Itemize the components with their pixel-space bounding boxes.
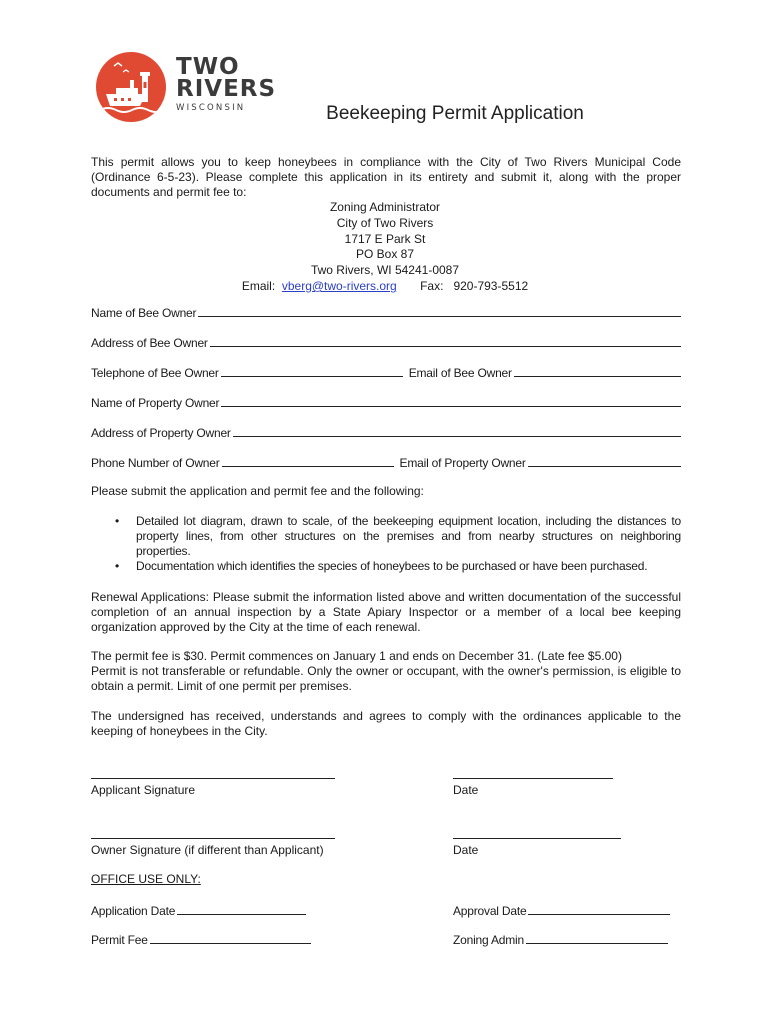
property-owner-phone-label: Phone Number of Owner: [91, 456, 220, 470]
application-date-input[interactable]: [177, 913, 306, 915]
permit-fee-label: Permit Fee: [91, 933, 148, 947]
address-line: City of Two Rivers: [336, 215, 434, 230]
owner-name-input[interactable]: [198, 315, 681, 317]
owner-contact-row: [91, 364, 681, 380]
fax-number: 920-793-5512: [453, 278, 529, 293]
property-owner-email-label: Email of Property Owner: [399, 456, 526, 470]
owner-address-label: Address of Bee Owner: [91, 336, 208, 350]
property-owner-phone-input[interactable]: [222, 465, 394, 467]
applicant-date-line[interactable]: [453, 777, 613, 779]
owner-address-input[interactable]: [210, 345, 681, 347]
property-owner-name-field[interactable]: [91, 394, 681, 410]
approval-date-label: Approval Date: [453, 904, 527, 918]
agreement-paragraph: The undersigned has received, understands and agrees to comply with the ordinances applicable to the keeping of honeybees in the City.: [91, 709, 681, 738]
property-owner-address-input[interactable]: [233, 435, 681, 437]
fee-line: The permit fee is $30. Permit commences on January 1 and ends on December 31. (Late fee $5.00): [91, 649, 622, 663]
email-link[interactable]: vberg@two-rivers.org: [281, 278, 397, 293]
owner-email-input[interactable]: [514, 375, 681, 377]
requirement-text: Documentation which identifies the species of honeybees to be purchased or have been purchased.: [136, 559, 648, 573]
property-owner-name-label: Name of Property Owner: [91, 396, 220, 410]
permit-fee-field[interactable]: [91, 931, 311, 947]
submit-instructions: Please submit the application and permit fee and the following:: [91, 484, 424, 498]
owner-name-field[interactable]: [91, 304, 681, 320]
renewal-paragraph: Renewal Applications: Please submit the information listed above and written documentation of the successful completion of an annual inspection by a State Apiary Inspector or a member of a local bee keeping organization approved by the City at the time of each renewal.: [91, 590, 681, 634]
zoning-admin-input[interactable]: [526, 942, 668, 944]
property-owner-address-label: Address of Property Owner: [91, 426, 231, 440]
requirement-text: Detailed lot diagram, drawn to scale, of the beekeeping equipment location, including the distances to property lines, from other structures on the premises and from nearby structures on neighboring properties.: [136, 514, 681, 558]
application-date-label: Application Date: [91, 904, 176, 918]
owner-email-label: Email of Bee Owner: [408, 366, 512, 380]
mailing-address: [0, 200, 770, 295]
applicant-date-label: Date: [453, 783, 479, 797]
address-line: Zoning Administrator: [329, 200, 441, 214]
permit-fee-input[interactable]: [150, 942, 311, 944]
logo-text-rivers: RIVERS: [176, 76, 277, 102]
zoning-admin-label: Zoning Admin: [453, 933, 524, 947]
owner-phone-label: Telephone of Bee Owner: [91, 366, 219, 380]
address-line: 1717 E Park St: [344, 231, 426, 246]
applicant-signature-label: Applicant Signature: [91, 783, 196, 797]
logo-text-two: TWO: [176, 54, 240, 80]
requirements-list: [91, 514, 681, 574]
page-title: Beekeeping Permit Application: [326, 103, 584, 124]
approval-date-field[interactable]: [453, 902, 670, 918]
list-item: [91, 514, 681, 559]
owner-date-label: Date: [453, 843, 479, 857]
transfer-line: Permit is not transferable or refundable. Only the owner or occupant, with the owner's permission, is eligible to obtain a permit. Limit of one permit per premises.: [91, 664, 681, 693]
intro-paragraph: This permit allows you to keep honeybees in compliance with the City of Two Rivers Municipal Code (Ordinance 6-5-23). Please complete this application in its entirety and submit it, along with the proper documents and permit fee to:: [91, 155, 681, 199]
address-line: PO Box 87: [355, 247, 415, 262]
address-line: Two Rivers, WI 54241-0087: [310, 263, 460, 278]
list-item: [91, 559, 681, 574]
owner-date-line[interactable]: [453, 837, 621, 839]
email-label: Email:: [241, 278, 276, 293]
owner-signature-label: Owner Signature (if different than Applicant): [91, 843, 324, 857]
contact-line: [0, 279, 770, 295]
owner-signature-line[interactable]: [91, 837, 335, 839]
application-date-field[interactable]: [91, 902, 306, 918]
property-owner-name-input[interactable]: [221, 405, 681, 407]
approval-date-input[interactable]: [528, 913, 670, 915]
bullet-icon: •: [115, 559, 120, 573]
logo-text-wisconsin: WISCONSIN: [176, 103, 246, 113]
owner-phone-input[interactable]: [221, 375, 403, 377]
applicant-signature-line[interactable]: [91, 777, 335, 779]
property-owner-address-field[interactable]: [91, 424, 681, 440]
bullet-icon: •: [115, 514, 120, 528]
fax-label: Fax:: [420, 278, 444, 293]
fee-paragraph: [91, 649, 681, 694]
owner-address-field[interactable]: [91, 334, 681, 350]
zoning-admin-field[interactable]: [453, 931, 668, 947]
office-use-heading: OFFICE USE ONLY:: [91, 872, 201, 886]
property-owner-contact-row: [91, 454, 681, 470]
property-owner-email-input[interactable]: [528, 465, 681, 467]
owner-name-label: Name of Bee Owner: [91, 306, 197, 320]
